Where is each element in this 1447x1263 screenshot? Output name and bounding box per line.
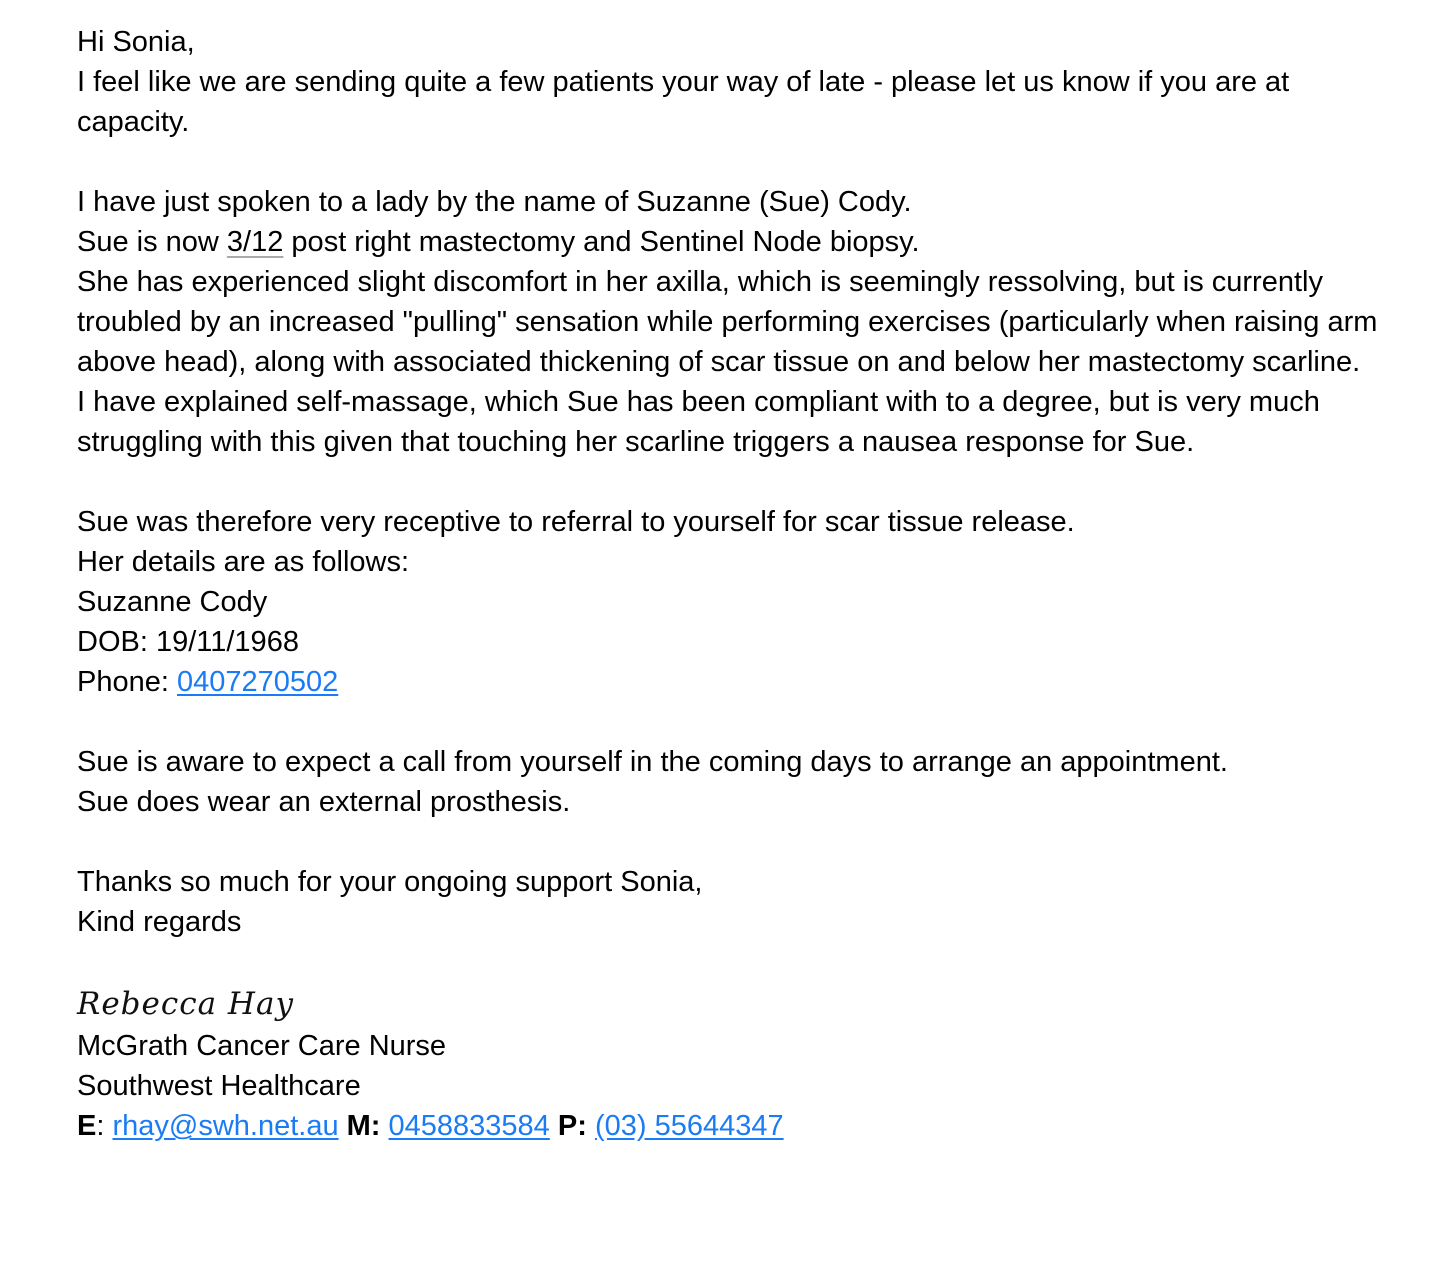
email-label: E (77, 1110, 97, 1142)
mobile-label: M: (346, 1110, 381, 1142)
referral-line: Sue was therefore very receptive to referral to yourself for scar tissue release. (77, 506, 1075, 538)
symptoms-line: She has experienced slight discomfort in her axilla, which is seemingly ressolving, but is currently troubled by an increased "pulling" sensation while performing exercises (particularly when raising arm above head), along with associated thickening of scar tissue on and below her mastectomy scarline. (77, 266, 1378, 378)
capacity-line: I feel like we are sending quite a few patients your way of late - please let us know if you are at capacity. (77, 66, 1290, 138)
blank-line (77, 142, 1392, 182)
postop-line (77, 222, 1392, 262)
patient-name-line: Suzanne Cody (77, 586, 268, 618)
phone-line (77, 662, 1392, 702)
spoken-line: I have just spoken to a lady by the name of Suzanne (Sue) Cody. (77, 186, 912, 218)
signature-name: Rebecca Hay (77, 986, 294, 1022)
greeting-line: Hi Sonia, (77, 26, 195, 58)
blank-line (77, 702, 1392, 742)
postop-suffix: post right mastectomy and Sentinel Node biopsy. (283, 226, 920, 258)
details-heading-line: Her details are as follows: (77, 546, 410, 578)
dob-line: DOB: 19/11/1968 (77, 626, 299, 658)
phone-label: P: (557, 1110, 587, 1142)
signature-phone-link[interactable]: (03) 55644347 (594, 1110, 784, 1142)
postop-marked-term: 3/12 (226, 226, 284, 258)
signature-email-link[interactable]: rhay@swh.net.au (112, 1110, 339, 1142)
phone-label: Phone: (77, 666, 177, 698)
signature-role: McGrath Cancer Care Nurse (77, 1030, 447, 1062)
blank-line (77, 822, 1392, 862)
postop-prefix: Sue is now (77, 226, 227, 258)
signoff-line: Kind regards (77, 906, 242, 938)
thanks-line: Thanks so much for your ongoing support Sonia, (77, 866, 703, 898)
email-colon: : (96, 1110, 113, 1142)
signature-organisation: Southwest Healthcare (77, 1070, 361, 1102)
signature-mobile-link[interactable]: 0458833584 (388, 1110, 550, 1142)
patient-phone-link[interactable]: 0407270502 (176, 666, 339, 698)
massage-line: I have explained self-massage, which Sue has been compliant with to a degree, but is very much struggling with this given that touching her scarline triggers a nausea response for Sue. (77, 386, 1320, 458)
signature-contact-line (77, 1106, 1392, 1146)
prosthesis-line: Sue does wear an external prosthesis. (77, 786, 571, 818)
appointment-line: Sue is aware to expect a call from yourself in the coming days to arrange an appointment. (77, 746, 1228, 778)
blank-line (77, 942, 1392, 982)
blank-line (77, 462, 1392, 502)
